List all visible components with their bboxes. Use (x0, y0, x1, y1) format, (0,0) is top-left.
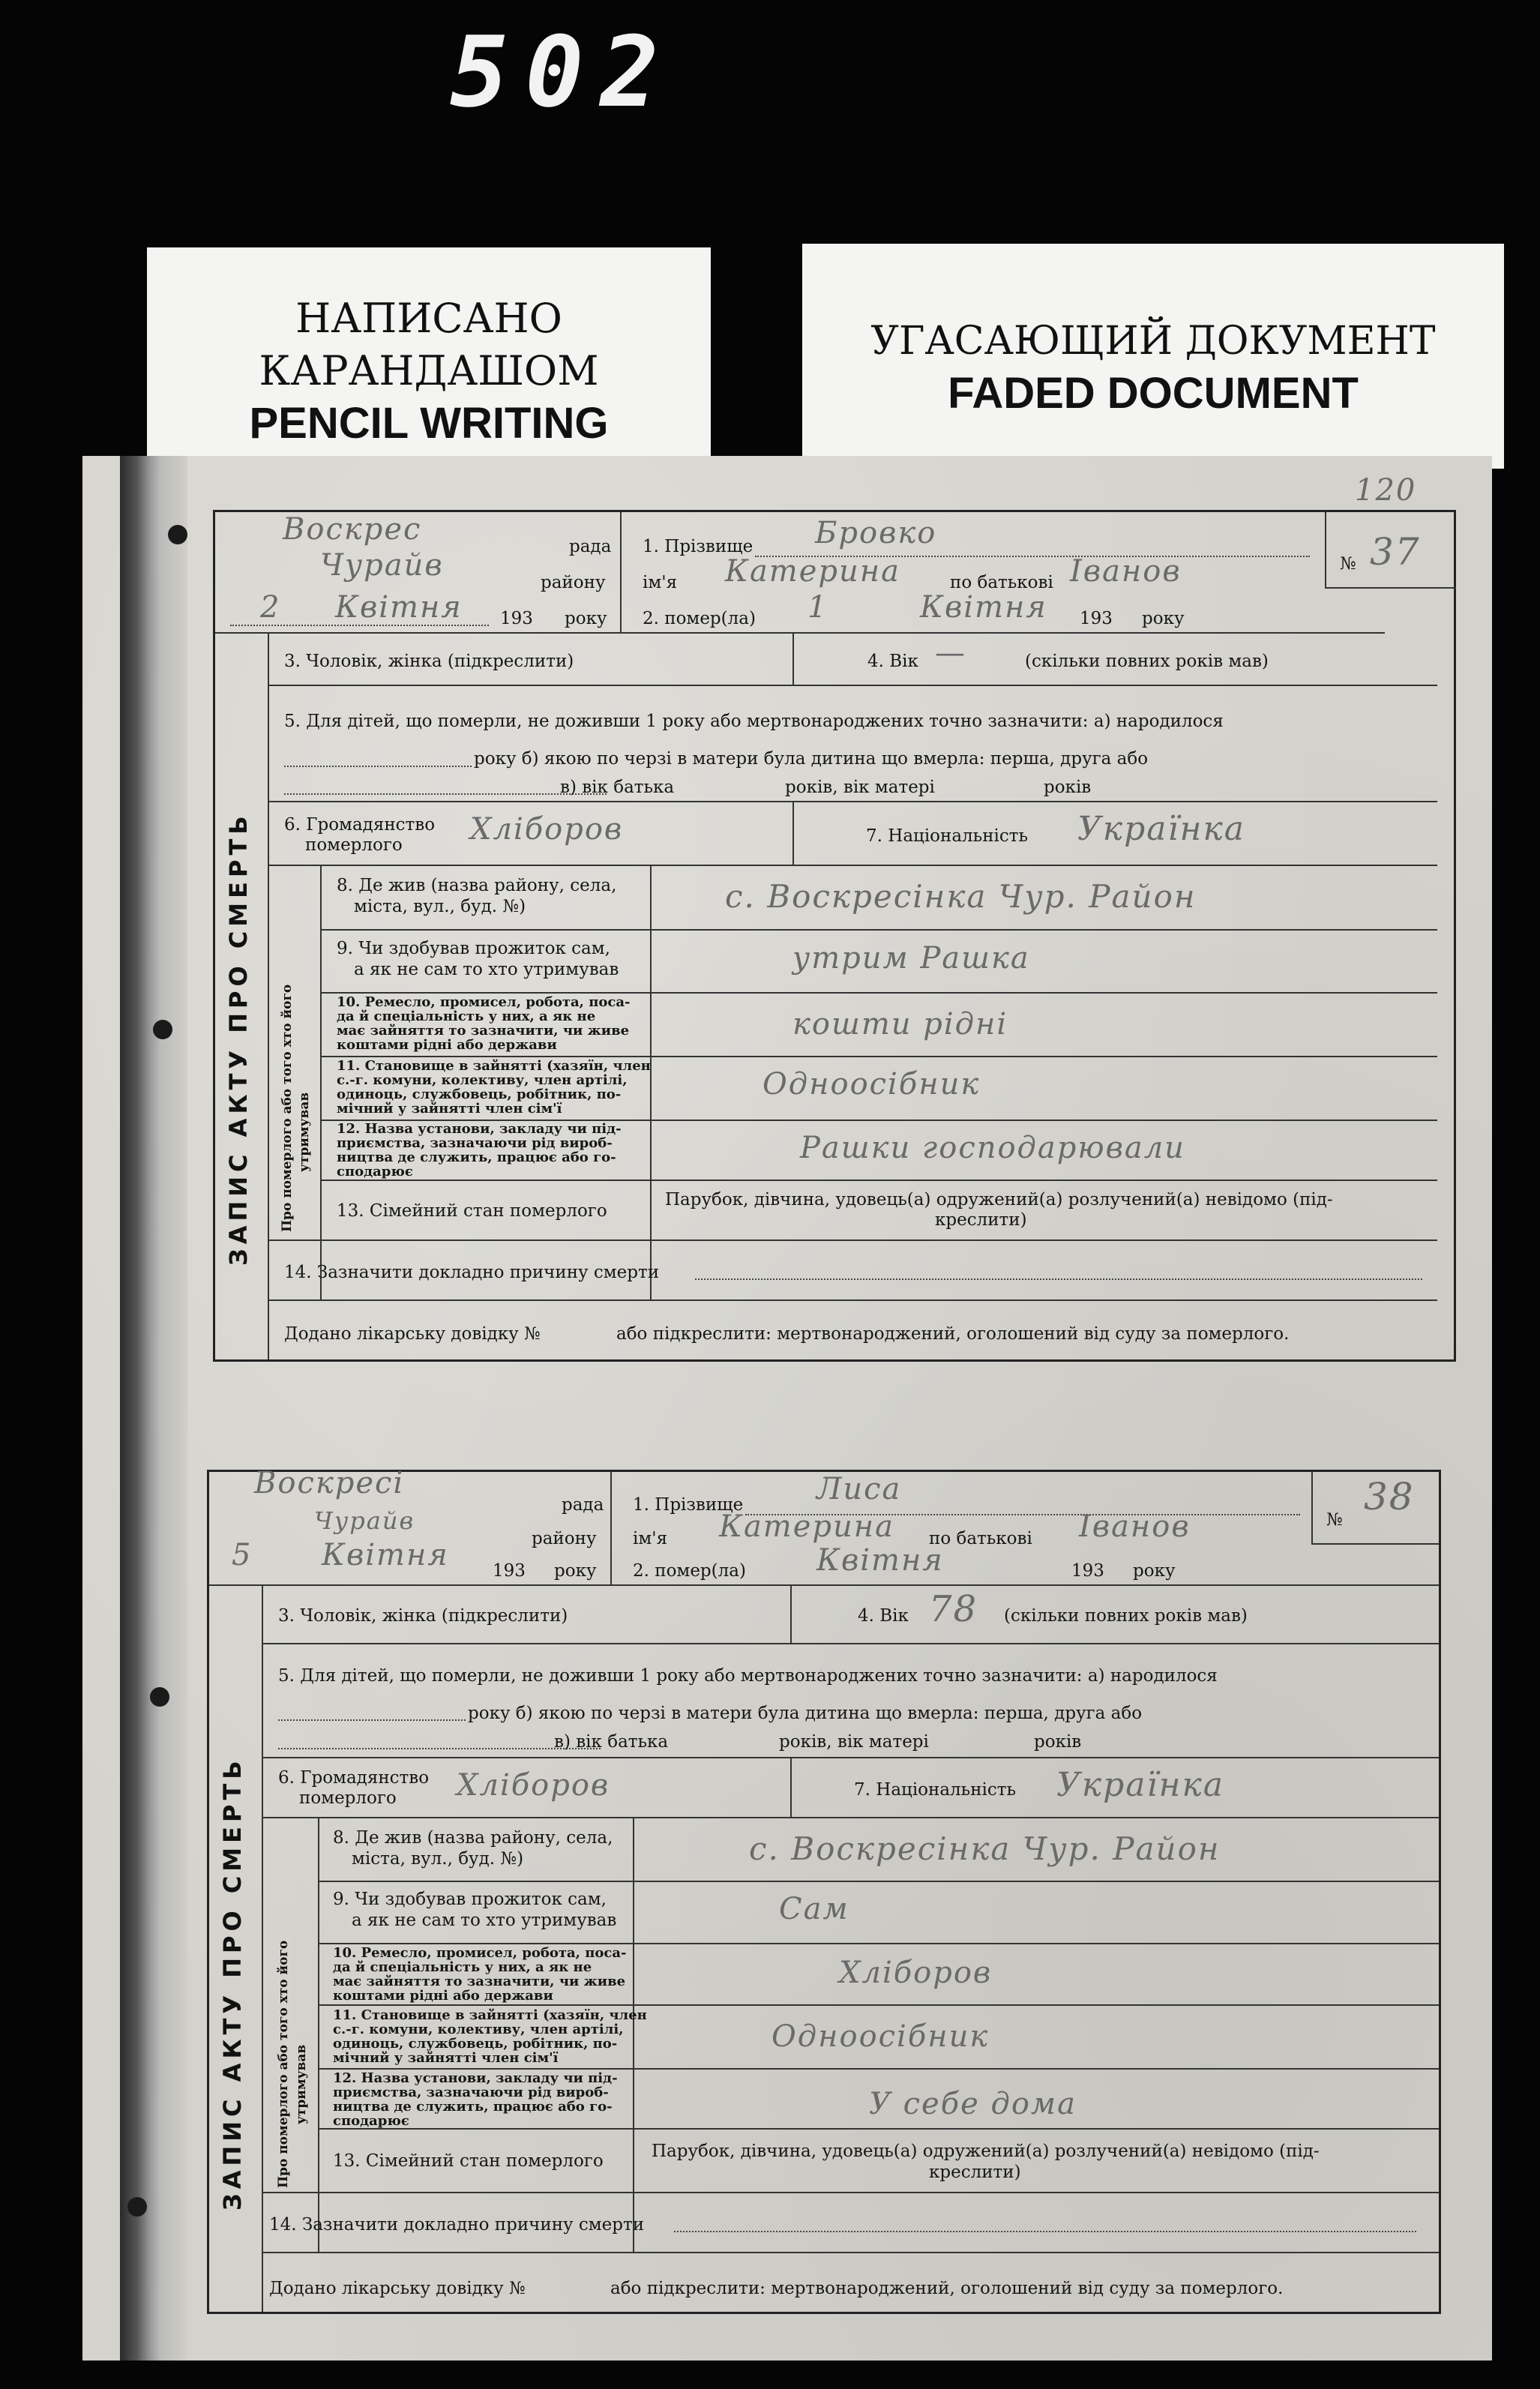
card-line: КАРАНДАШОМ (259, 347, 599, 394)
label-patronymic: по батькові (929, 1529, 1032, 1548)
hw-patronymic: Іванов (1070, 554, 1182, 589)
label-number: № (1340, 554, 1356, 574)
label-roku: року (1142, 609, 1185, 628)
hw-rada: Воскресі (254, 1466, 405, 1500)
faded-document-card (802, 244, 1504, 469)
footer-options: або підкреслити: мертвонароджений, оголошений від суду за померлого. (610, 2279, 1284, 2298)
field-12-label: приємства, зазначаючи рід вироб- (333, 2085, 609, 2100)
field-10-label: коштами рідні або держави (333, 1988, 553, 2004)
field-12-label: 12. Назва установи, закладу чи під- (333, 2070, 618, 2086)
hw-nationality: Українка (1056, 1766, 1225, 1804)
field-13-options: креслити) (929, 2163, 1021, 2182)
label-patronymic: по батькові (950, 573, 1053, 592)
label-roku: року (1133, 1561, 1176, 1581)
hw-surname: Бровко (815, 516, 937, 550)
hw-rada: Воскрес (283, 512, 422, 547)
field-5-line1: 5. Для дітей, що померли, не доживши 1 року або мертвонароджених точно зазначити: а) народилося (278, 1666, 1218, 1686)
field-8-label: міста, вул., буд. №) (354, 897, 526, 916)
hw-record-number: 37 (1370, 530, 1421, 574)
footer-options: або підкреслити: мертвонароджений, оголошений від суду за померлого. (616, 1324, 1290, 1344)
field-5-line2: року б) якою по черзі в матери була дитина що вмерла: перша, друга або (474, 749, 1149, 769)
field-7-label: 7. Національність (866, 826, 1029, 846)
field-12-label: сподарює (337, 1164, 413, 1180)
label-number: № (1326, 1510, 1343, 1530)
label-year: 193 (500, 609, 533, 628)
field-11-label: одиноць, службовець, робітник, по- (337, 1087, 622, 1102)
side-subtitle: утримував (297, 1092, 312, 1172)
field-12-label: сподарює (333, 2113, 409, 2129)
field-12-label: ництва де служить, працює або го- (337, 1150, 616, 1165)
field-6-label: 6. Громадянство (278, 1768, 430, 1788)
hw-citizenship: Хліборов (470, 812, 624, 847)
field-13-label: 13. Сімейний стан померлого (333, 2151, 604, 2171)
hw-died-month: Квітня (920, 590, 1047, 625)
label-died: 2. помер(ла) (643, 609, 756, 628)
binding-hole (127, 2197, 147, 2217)
field-8-label: 8. Де жив (назва району, села, (333, 1828, 613, 1848)
field-10-label: 10. Ремесло, промисел, робота, поса- (337, 994, 631, 1010)
death-record-form-1 (213, 473, 1456, 1362)
field-5-line3-mother: років, вік матері (785, 778, 935, 797)
field-5-line1: 5. Для дітей, що померли, не доживши 1 року або мертвонароджених точно зазначити: а) народилося (284, 712, 1224, 731)
hw-age: 78 (929, 1588, 978, 1630)
field-9-label: 9. Чи здобував прожиток сам, (337, 939, 610, 958)
hw-day: 5 (232, 1538, 253, 1572)
field-10-label: 10. Ремесло, промисел, робота, поса- (333, 1945, 627, 1961)
card-line: PENCIL WRITING (249, 399, 609, 448)
hw-record-number: 38 (1364, 1475, 1415, 1518)
field-11-label: с.-г. комуни, колективу, член артілі, (337, 1072, 628, 1088)
field-11-label: с.-г. комуни, колективу, член артілі, (333, 2022, 624, 2037)
hw-occupation: кошти рідні (792, 1007, 1008, 1042)
field-5-line3-years: років (1044, 778, 1092, 797)
field-5-line3-mother: років, вік матері (779, 1732, 929, 1752)
card-line: FADED DOCUMENT (948, 369, 1359, 418)
field-12-label: ництва де служить, працює або го- (333, 2099, 613, 2115)
hw-corner-number: 120 (1355, 473, 1417, 508)
card-line: НАПИСАНО (295, 295, 562, 342)
footer-certificate: Додано лікарську довідку № (284, 1324, 541, 1344)
field-14-label: 14. Зазначити докладно причину смерти (269, 2215, 645, 2235)
hw-supported: Сам (779, 1892, 849, 1926)
field-9-label: а як не сам то хто утримував (354, 960, 619, 979)
field-11-label: 11. Становище в зайнятті (хазяїн, член (337, 1058, 651, 1074)
hw-name: Катерина (725, 554, 900, 589)
side-title: ЗАПИС АКТУ ПРО СМЕРТЬ (224, 811, 253, 1266)
frame-number: 502 (450, 15, 676, 129)
hw-nationality: Українка (1077, 810, 1246, 848)
hw-supported: утрим Рашка (792, 941, 1030, 976)
hw-occupation: Хліборов (839, 1956, 993, 1990)
label-name: ім'я (643, 573, 678, 592)
field-9-label: а як не сам то хто утримував (352, 1911, 617, 1930)
card-line: УГАСАЮЩИЙ ДОКУМЕНТ (870, 319, 1436, 364)
label-surname: 1. Прізвище (643, 537, 754, 556)
side-title: ЗАПИС АКТУ ПРО СМЕРТЬ (218, 1756, 247, 2211)
field-7-label: 7. Національність (854, 1780, 1017, 1800)
field-6-label: померлого (299, 1788, 397, 1808)
binding-hole (168, 525, 187, 544)
hw-institution: У себе дома (869, 2087, 1077, 2121)
field-10-label: да й спеціальність у них, а як не (337, 1009, 596, 1024)
field-8-label: 8. Де жив (назва району, села, (337, 876, 617, 895)
label-name: ім'я (633, 1529, 668, 1548)
binding-hole (153, 1020, 172, 1039)
hw-died-month: Квітня (816, 1543, 944, 1578)
field-10-label: має зайняття то зазначити, чи живе (333, 1974, 626, 1989)
side-subtitle: Про померлого або того хто його (276, 1940, 291, 2188)
hw-name: Катерина (719, 1509, 894, 1544)
field-11-label: 11. Становище в зайнятті (хазяїн, член (333, 2007, 647, 2023)
hw-institution: Рашки господарювали (800, 1131, 1185, 1165)
label-died: 2. помер(ла) (633, 1561, 746, 1581)
field-13-options: Парубок, дівчина, удовець(а) одружений(а) розлучений(а) невідомо (під- (665, 1190, 1333, 1209)
side-subtitle: утримував (294, 2044, 309, 2124)
label-raionu: району (541, 573, 606, 592)
label-rada: рада (569, 537, 612, 556)
side-subtitle: Про померлого або того хто його (280, 984, 295, 1232)
label-raionu: району (532, 1529, 597, 1548)
field-3-label: 3. Чоловік, жінка (підкреслити) (284, 652, 574, 671)
field-11-label: одиноць, службовець, робітник, по- (333, 2036, 618, 2052)
hw-raion: Чурайв (320, 548, 444, 583)
hw-surname: Лиса (816, 1472, 902, 1506)
field-10-label: коштами рідні або держави (337, 1037, 557, 1053)
field-6-label: померлого (305, 835, 403, 855)
hw-age: — (935, 636, 966, 670)
field-5-line3-father: в) вік батька (560, 778, 675, 797)
label-roku: року (554, 1561, 597, 1581)
field-9-label: 9. Чи здобував прожиток сам, (333, 1890, 607, 1909)
label-year: 193 (493, 1561, 526, 1581)
field-13-label: 13. Сімейний стан померлого (337, 1201, 607, 1221)
label-year: 193 (1080, 609, 1113, 628)
field-10-label: має зайняття то зазначити, чи живе (337, 1023, 630, 1039)
field-5-line3-father: в) вік батька (554, 1732, 669, 1752)
field-13-options: Парубок, дівчина, удовець(а) одружений(а) розлучений(а) невідомо (під- (652, 2142, 1320, 2161)
field-5-line2: року б) якою по черзі в матери була дитина що вмерла: перша, друга або (468, 1704, 1143, 1723)
field-3-label: 3. Чоловік, жінка (підкреслити) (278, 1606, 568, 1626)
hw-raion: Чурайв (314, 1506, 415, 1535)
binding-edge (120, 456, 187, 2361)
field-4-suffix: (скільки повних років мав) (1025, 652, 1269, 671)
hw-residence: с. Воскресінка Чур. Район (749, 1830, 1221, 1867)
field-8-label: міста, вул., буд. №) (352, 1849, 524, 1869)
hw-status: Одноосібник (771, 2019, 990, 2054)
hw-month: Квітня (322, 1538, 449, 1572)
field-11-label: мічний у зайнятті член сім'ї (333, 2050, 559, 2066)
hw-month: Квітня (335, 590, 463, 625)
field-14-label: 14. Зазначити докладно причину смерти (284, 1263, 660, 1282)
binding-hole (150, 1687, 169, 1707)
hw-day: 2 (260, 590, 281, 625)
label-rada: рада (562, 1495, 604, 1515)
field-4-label: 4. Вік (867, 652, 918, 671)
label-year: 193 (1071, 1561, 1104, 1581)
field-10-label: да й спеціальність у них, а як не (333, 1959, 592, 1975)
hw-patronymic: Іванов (1079, 1509, 1191, 1544)
label-surname: 1. Прізвище (633, 1495, 744, 1515)
field-13-options: креслити) (935, 1210, 1027, 1230)
footer-certificate: Додано лікарську довідку № (269, 2279, 526, 2298)
hw-citizenship: Хліборов (457, 1768, 610, 1803)
field-12-label: приємства, зазначаючи рід вироб- (337, 1135, 613, 1151)
field-6-label: 6. Громадянство (284, 815, 436, 835)
death-record-form-2 (207, 1466, 1441, 2314)
field-4-suffix: (скільки повних років мав) (1004, 1606, 1248, 1626)
hw-residence: с. Воскресінка Чур. Район (725, 878, 1197, 915)
hw-status: Одноосібник (763, 1067, 981, 1102)
field-5-line3-years: років (1034, 1732, 1082, 1752)
label-roku: року (565, 609, 607, 628)
hw-died-day: 1 (807, 590, 828, 625)
field-11-label: мічний у зайнятті член сім'ї (337, 1101, 562, 1117)
field-4-label: 4. Вік (858, 1606, 909, 1626)
field-12-label: 12. Назва установи, закладу чи під- (337, 1121, 622, 1137)
pencil-writing-card (147, 247, 711, 472)
